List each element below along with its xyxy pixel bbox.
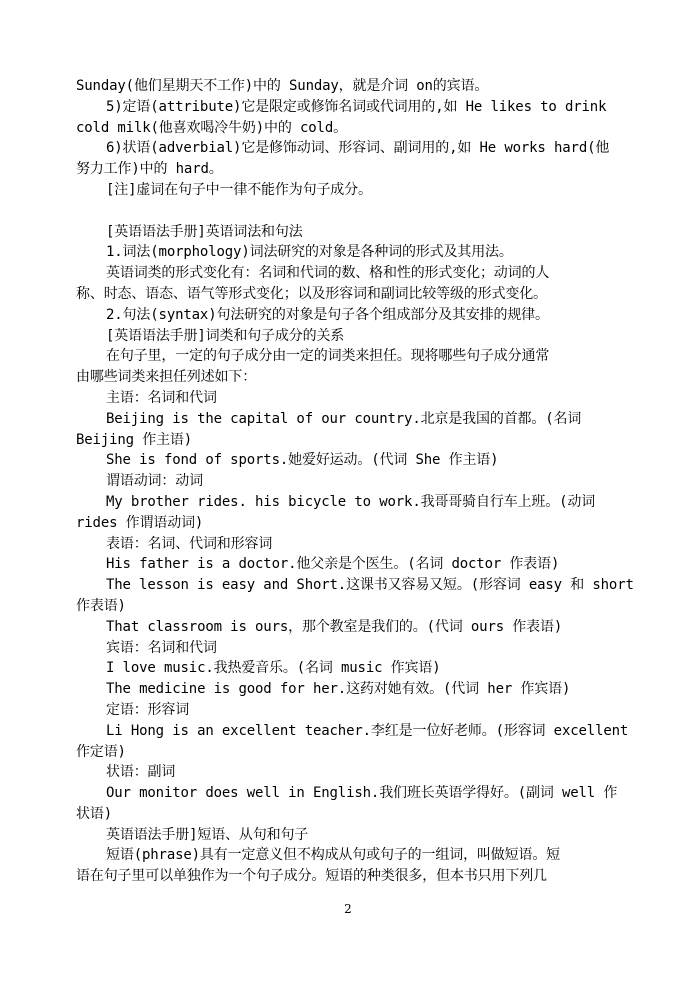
text-line: 称、时态、语态、语气等形式变化；以及形容词和副词比较等级的形式变化。 bbox=[76, 285, 547, 302]
text-line: The lesson is easy and Short.这课书又容易又短。(形容词 easy 和 short bbox=[106, 577, 634, 594]
text-line: [英语语法手册]词类和句子成分的关系 bbox=[106, 327, 345, 344]
body-text bbox=[76, 76, 636, 887]
text-line: 作表语) bbox=[76, 597, 126, 614]
text-line: 状语：副词 bbox=[106, 764, 176, 781]
text-line: 6)状语(adverbial)它是修饰动词、形容词、副词用的,如 He works hard(他 bbox=[106, 140, 610, 157]
text-line: Our monitor does well in English.我们班长英语学得好。(副词 well 作 bbox=[106, 785, 618, 802]
text-line: 宾语：名词和代词 bbox=[106, 639, 217, 656]
text-line: My brother rides. his bicycle to work.我哥哥骑自行车上班。(动词 bbox=[106, 493, 596, 510]
text-line: Beijing is the capital of our country.北京是我国的首都。(名词 bbox=[106, 410, 582, 427]
blank-line bbox=[76, 201, 636, 222]
text-line: 5)定语(attribute)它是限定或修饰名词或代词用的,如 He likes to drink bbox=[106, 98, 607, 115]
text-line: The medicine is good for her.这药对她有效。(代词 her 作宾语) bbox=[106, 681, 571, 698]
text-line: [英语语法手册]英语词法和句法 bbox=[106, 223, 303, 240]
text-line: 英语词类的形式变化有：名词和代词的数、格和性的形式变化；动词的人 bbox=[106, 265, 550, 282]
text-line: 定语：形容词 bbox=[106, 701, 190, 718]
text-line: She is fond of sports.她爱好运动。(代词 She 作主语) bbox=[106, 452, 499, 469]
page-number: 2 bbox=[344, 902, 352, 916]
text-line: 2.句法(syntax)句法研究的对象是句子各个组成部分及其安排的规律。 bbox=[106, 306, 549, 323]
text-line: [注]虚词在句子中一律不能作为句子成分。 bbox=[106, 181, 372, 198]
text-line: Beijing 作主语) bbox=[76, 431, 193, 448]
text-line: cold milk(他喜欢喝冷牛奶)中的 cold。 bbox=[76, 119, 347, 136]
text-line: 表语：名词、代词和形容词 bbox=[106, 535, 273, 552]
text-line: 主语：名词和代词 bbox=[106, 389, 217, 406]
text-line: 状语) bbox=[76, 805, 112, 822]
text-line: 1.词法(morphology)词法研究的对象是各种词的形式及其用法。 bbox=[106, 244, 513, 261]
text-line: I love music.我热爱音乐。(名词 music 作宾语) bbox=[106, 660, 441, 677]
text-line: Sunday(他们星期天不工作)中的 Sunday，就是介词 on的宾语。 bbox=[76, 78, 489, 94]
text-line: 谓语动词：动词 bbox=[106, 473, 203, 490]
text-line: 作定语) bbox=[76, 743, 126, 760]
text-line: 由哪些词类来担任列述如下： bbox=[76, 369, 257, 386]
text-line: 语在句子里可以单独作为一个句子成分。短语的种类很多，但本书只用下列几 bbox=[76, 868, 547, 885]
text-line: 英语语法手册]短语、从句和句子 bbox=[106, 826, 309, 843]
text-line: His father is a doctor.他父亲是个医生。(名词 doctor 作表语) bbox=[106, 556, 560, 573]
text-line: 短语(phrase)具有一定意义但不构成从句或句子的一组词，叫做短语。短 bbox=[106, 847, 561, 864]
text-line: 努力工作)中的 hard。 bbox=[76, 161, 223, 178]
text-line: Li Hong is an excellent teacher.李红是一位好老师。(形容词 excellent bbox=[106, 722, 629, 739]
text-line: rides 作谓语动词) bbox=[76, 514, 204, 531]
text-line: That classroom is ours，那个教室是我们的。(代词 ours 作表语) bbox=[106, 618, 563, 635]
text-line: 在句子里，一定的句子成分由一定的词类来担任。现将哪些句子成分通常 bbox=[106, 348, 550, 365]
